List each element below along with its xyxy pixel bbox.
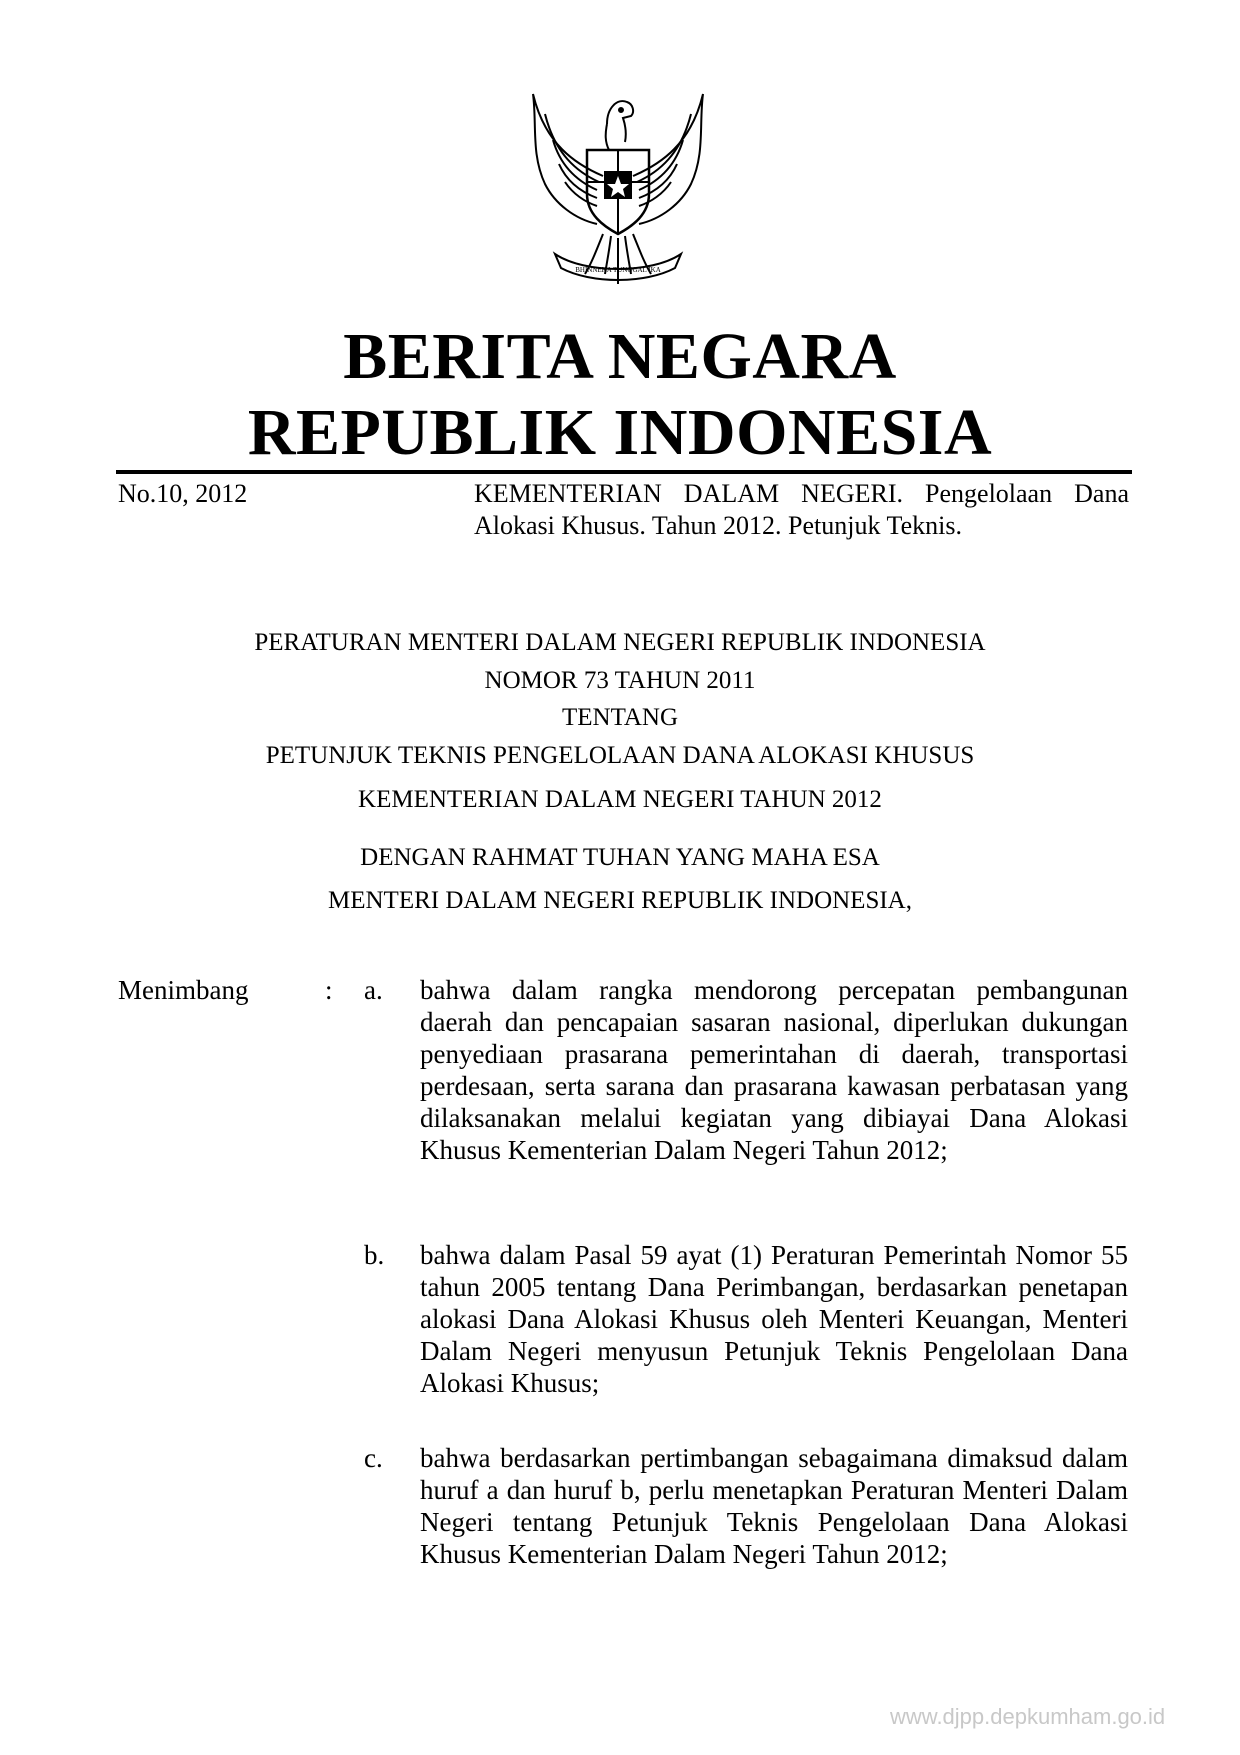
consideration-letter-c: c. xyxy=(364,1443,383,1473)
source-watermark: www.djpp.depkumham.go.id xyxy=(890,1704,1166,1729)
menimbang-colon: : xyxy=(325,975,333,1005)
preamble-line1: DENGAN RAHMAT TUHAN YANG MAHA ESA xyxy=(360,844,880,871)
header-divider xyxy=(116,470,1132,474)
consideration-letter-a: a. xyxy=(364,975,383,1005)
issue-subject: KEMENTERIAN DALAM NEGERI. Pengelolaan Dana Alokasi Khusus. Tahun 2012. Petunjuk Teknis. xyxy=(474,479,1129,540)
consideration-text-c: bahwa berdasarkan pertimbangan sebagaimana dimaksud dalam huruf a dan huruf b, perlu menetapkan Peraturan Menteri Dalam Negeri tentang Petunjuk Teknis Pengelolaan Dana Alokasi Khusus Kementerian Dalam Negeri Tahun 2012; xyxy=(420,1443,1128,1569)
consideration-text-a: bahwa dalam rangka mendorong percepatan pembangunan daerah dan pencapaian sasaran nasional, diperlukan dukungan penyediaan prasarana pemerintahan di daerah, transportasi perdesaan, serta sarana dan prasarana kawasan perbatasan yang dilaksanakan melalui kegiatan yang dibiayai Dana Alokasi Khusus Kementerian Dalam Negeri Tahun 2012; xyxy=(420,975,1128,1165)
regulation-subject-line2: KEMENTERIAN DALAM NEGERI TAHUN 2012 xyxy=(358,786,882,813)
issue-number: No.10, 2012 xyxy=(118,479,248,508)
garuda-emblem-icon xyxy=(515,84,721,304)
menimbang-label: Menimbang xyxy=(118,975,249,1005)
emblem-motto: BHINNEKA TUNGGAL IKA xyxy=(575,266,661,274)
consideration-text-b: bahwa dalam Pasal 59 ayat (1) Peraturan Pemerintah Nomor 55 tahun 2005 tentang Dana Perimbangan, berdasarkan penetapan alokasi Dana Alokasi Khusus oleh Menteri Keuangan, Menteri Dalam Negeri menyusun Petunjuk Teknis Pengelolaan Dana Alokasi Khusus; xyxy=(420,1240,1128,1398)
regulation-title: PERATURAN MENTERI DALAM NEGERI REPUBLIK INDONESIA xyxy=(254,629,986,656)
regulation-number: NOMOR 73 TAHUN 2011 xyxy=(484,667,756,694)
masthead-title-line2: REPUBLIK INDONESIA xyxy=(247,396,993,469)
consideration-letter-b: b. xyxy=(364,1240,385,1270)
regulation-tentang: TENTANG xyxy=(561,704,679,731)
preamble-line2: MENTERI DALAM NEGERI REPUBLIK INDONESIA, xyxy=(328,887,912,914)
regulation-subject-line1: PETUNJUK TEKNIS PENGELOLAAN DANA ALOKASI KHUSUS xyxy=(265,742,975,769)
masthead-title-line1: BERITA NEGARA xyxy=(343,320,897,393)
